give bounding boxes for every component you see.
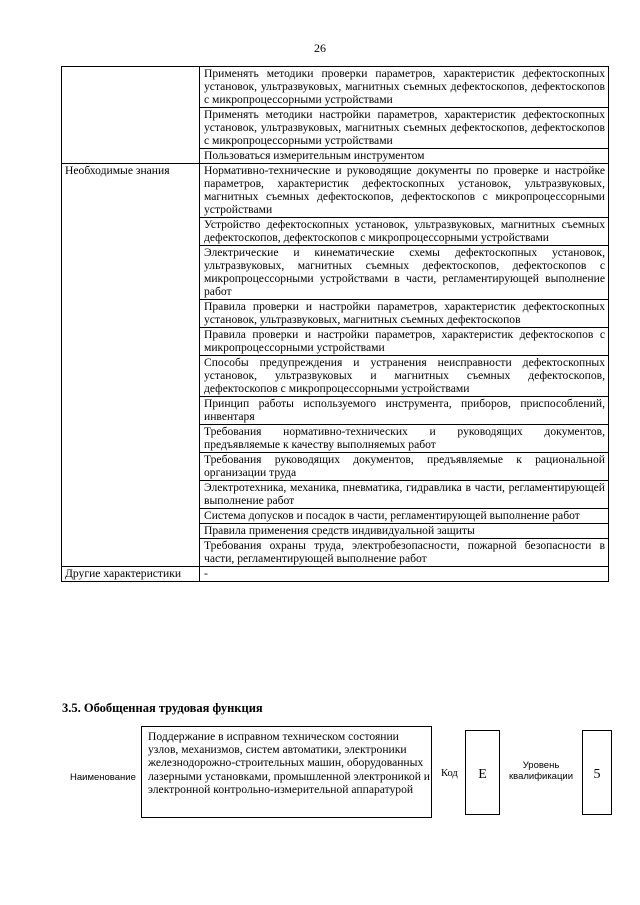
- qualification-level-value: 5: [582, 730, 612, 815]
- row-text: Правила проверки и настройки параметров, характеристик дефектоскопных установок, ультразвуковых, магнитных съемных дефектоскопов: [200, 300, 609, 328]
- row-text: Система допусков и посадок в части, регламентирующей выполнение работ: [200, 509, 609, 524]
- qualification-level-label: Уровень квалификации: [508, 760, 574, 782]
- name-value: Поддержание в исправном техническом состоянии узлов, механизмов, систем автоматики, электроники железнодорожно-строительных машин, оборудованных лазерными установками, промышленной электроникой и электронной контрольно-измерительной аппаратурой: [141, 726, 432, 818]
- row-text: Правила применения средств индивидуальной защиты: [200, 524, 609, 539]
- code-value: E: [465, 730, 500, 815]
- row-text: Принцип работы используемого инструмента, приборов, приспособлений, инвентаря: [200, 397, 609, 425]
- page-number: 26: [314, 41, 326, 55]
- row-text: Требования нормативно-технических и руководящих документов, предъявляемые к качеству выполняемых работ: [200, 425, 609, 453]
- table-row: [62, 164, 609, 218]
- skills-knowledge-table: [61, 66, 609, 582]
- row-category-label: [62, 67, 200, 164]
- row-category-label: Необходимые знания: [62, 164, 200, 567]
- row-text: Нормативно-технические и руководящие документы по проверке и настройке параметров, характеристик дефектоскопных установок, ультразвуковых, магнитных съемных дефектоскопов, дефектоскопов с микропроцессорными устройствами: [200, 164, 609, 218]
- row-text: Применять методики настройки параметров, характеристик дефектоскопных установок, ультразвуковых, магнитных съемных дефектоскопов, дефектоскопов с микропроцессорными устройствами: [200, 108, 609, 149]
- code-label: Код: [441, 768, 458, 779]
- row-text: Применять методики проверки параметров, характеристик дефектоскопных установок, ультразвуковых, магнитных съемных дефектоскопов, дефектоскопов с микропроцессорными устройствами: [200, 67, 609, 108]
- row-text: Устройство дефектоскопных установок, ультразвуковых, магнитных съемных дефектоскопов, дефектоскопов с микропроцессорными устройствами: [200, 218, 609, 246]
- table-row: [62, 567, 609, 582]
- row-text: Требования руководящих документов, предъявляемые к рациональной организации труда: [200, 453, 609, 481]
- row-text: -: [200, 567, 609, 582]
- row-text: Способы предупреждения и устранения неисправности дефектоскопных установок, ультразвуковых и магнитных съемных дефектоскопов, дефектоскопов с микропроцессорными устройствами: [200, 356, 609, 397]
- row-text: Пользоваться измерительным инструментом: [200, 149, 609, 164]
- row-text: Правила проверки и настройки параметров, характеристик дефектоскопов с микропроцессорными устройствами: [200, 328, 609, 356]
- row-category-label: Другие характеристики: [62, 567, 200, 582]
- section-title: 3.5. Обобщенная трудовая функция: [62, 701, 263, 715]
- row-text: Требования охраны труда, электробезопасности, пожарной безопасности в части, регламентирующей выполнение работ: [200, 539, 609, 567]
- name-label: Наименование: [70, 772, 136, 783]
- table-row: [62, 67, 609, 108]
- row-text: Электрические и кинематические схемы дефектоскопных установок, ультразвуковых, магнитных съемных дефектоскопов, дефектоскопов с микропроцессорными устройствами в части, регламентирующей выполнение работ: [200, 246, 609, 300]
- row-text: Электротехника, механика, пневматика, гидравлика в части, регламентирующей выполнение работ: [200, 481, 609, 509]
